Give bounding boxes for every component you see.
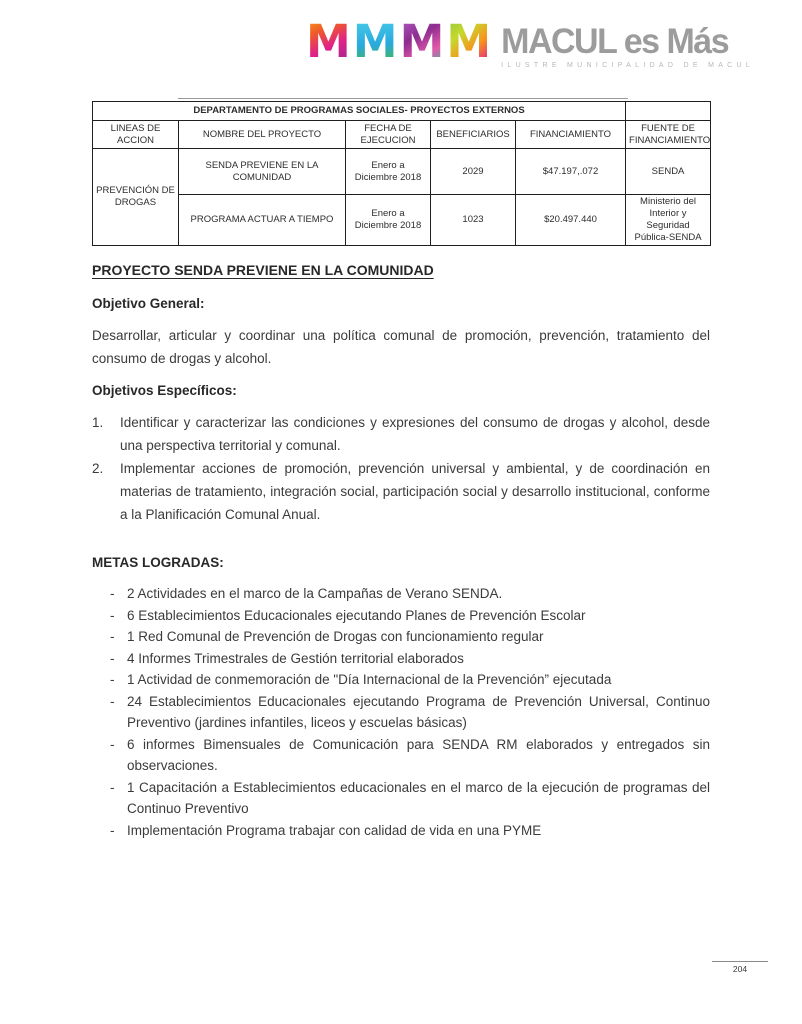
list-item-dash: - [110, 736, 115, 752]
list-item-text: 24 Establecimientos Educacionales ejecutando Programa de Prevención Universal, Continuo Preventivo (jardines infantiles, liceos y escuelas básicas) [127, 693, 710, 730]
objetivos-especificos-list [92, 411, 710, 526]
list-item-text: 1 Actividad de conmemoración de "Día Internacional de la Prevención” ejecutada [127, 672, 612, 687]
logo-m-icon: M [306, 15, 351, 68]
logo-m-block [306, 15, 492, 68]
cell-financiamiento: $20.497.440 [516, 195, 626, 246]
list-item [92, 820, 710, 842]
table-row [93, 149, 711, 195]
list-item-text: 1 Capacitación a Establecimientos educacionales en el marco de la ejecución de programas del Continuo Preventivo [127, 779, 710, 816]
objetivos-especificos-heading: Objetivos Específicos: [92, 383, 237, 398]
cell-financiamiento: $47.197,.072 [516, 149, 626, 195]
cell-nombre: PROGRAMA ACTUAR A TIEMPO [179, 195, 346, 246]
list-item-text: 6 Establecimientos Educacionales ejecutando Planes de Prevención Escolar [127, 607, 586, 623]
table-title: DEPARTAMENTO DE PROGRAMAS SOCIALES- PROYECTOS EXTERNOS [93, 102, 626, 121]
logo-title: MACUL es Más [501, 21, 729, 62]
list-item [92, 734, 710, 777]
table-title-empty-cell [626, 102, 711, 121]
col-header-lineas: LINEAS DE ACCION [93, 121, 179, 149]
logo-m-icon: M [352, 15, 398, 68]
list-item-dash: - [110, 672, 115, 687]
list-item [92, 626, 710, 648]
document-content [92, 101, 710, 841]
logo-subtitle: ILUSTRE MUNICIPALIDAD DE MACUL [501, 62, 755, 69]
col-header-beneficiarios: BENEFICIARIOS [431, 121, 516, 149]
list-item-text: 6 informes Bimensuales de Comunicación para SENDA RM elaborados y entregados sin observaciones. [127, 736, 710, 773]
list-item-dash: - [110, 629, 115, 644]
metas-heading: METAS LOGRADAS: [92, 555, 224, 570]
macul-logo [306, 15, 755, 69]
page-number: 204 [712, 961, 768, 974]
cell-fuente: Ministerio del Interior y Seguridad Pública-SENDA [626, 195, 711, 246]
table-header-row [93, 121, 711, 149]
list-item [92, 411, 710, 457]
list-item-dash: - [110, 650, 115, 666]
list-item-dash: - [110, 822, 115, 838]
table-row [93, 195, 711, 246]
list-item-dash: - [110, 779, 115, 795]
list-item-text: 4 Informes Trimestrales de Gestión territorial elaborados [127, 650, 464, 666]
cell-nombre: SENDA PREVIENE EN LA COMUNIDAD [179, 149, 346, 195]
list-item [92, 669, 710, 691]
list-item-text: Implementación Programa trabajar con calidad de vida en una PYME [127, 822, 542, 838]
cell-fuente: SENDA [626, 149, 711, 195]
list-item [92, 605, 710, 627]
cell-beneficiarios: 2029 [431, 149, 516, 195]
list-item [92, 457, 710, 526]
objetivo-general-heading: Objetivo General: [92, 296, 205, 311]
col-header-nombre: NOMBRE DEL PROYECTO [179, 121, 346, 149]
list-item-text: Implementar acciones de promoción, prevención universal y ambiental, y de coordinación en materias de tratamiento, integración social, participación social y desarrollo institucional, conforme a la Planificación Comunal Anual. [120, 461, 710, 522]
cell-linea-accion: PREVENCIÓN DE DROGAS [93, 149, 179, 246]
logo-m-icon: M [446, 15, 492, 68]
list-item-dash: - [110, 693, 115, 709]
table-title-row [93, 102, 711, 121]
list-item-dash: - [110, 607, 115, 623]
list-item [92, 691, 710, 734]
cell-fecha: Enero a Diciembre 2018 [346, 195, 431, 246]
scan-artifact-line [178, 98, 628, 99]
list-item [92, 648, 710, 670]
objetivo-general-text: Desarrollar, articular y coordinar una política comunal de promoción, prevención, tratamiento del consumo de drogas y alcohol. [92, 328, 710, 366]
list-item-text: 2 Actividades en el marco de la Campañas de Verano SENDA. [127, 586, 503, 601]
list-item [92, 777, 710, 820]
list-item-text: Identificar y caracterizar las condiciones y expresiones del consumo de drogas y alcohol, desde una perspectiva territorial y comunal. [120, 415, 710, 453]
external-projects-table [92, 101, 711, 246]
list-item [92, 583, 710, 605]
col-header-fuente: FUENTE DE FINANCIAMIENTO [626, 121, 711, 149]
list-item-text: 1 Red Comunal de Prevención de Drogas con funcionamiento regular [127, 629, 544, 644]
metas-list [92, 583, 710, 841]
list-item-number: 1. [92, 415, 104, 430]
col-header-fecha: FECHA DE EJECUCION [346, 121, 431, 149]
project-heading: PROYECTO SENDA PREVIENE EN LA COMUNIDAD [92, 262, 434, 278]
logo-text-block [501, 21, 755, 69]
list-item-number: 2. [92, 461, 104, 476]
list-item-dash: - [110, 586, 115, 601]
cell-beneficiarios: 1023 [431, 195, 516, 246]
logo-m-icon: M [399, 15, 445, 68]
cell-fecha: Enero a Diciembre 2018 [346, 149, 431, 195]
col-header-financiamiento: FINANCIAMIENTO [516, 121, 626, 149]
